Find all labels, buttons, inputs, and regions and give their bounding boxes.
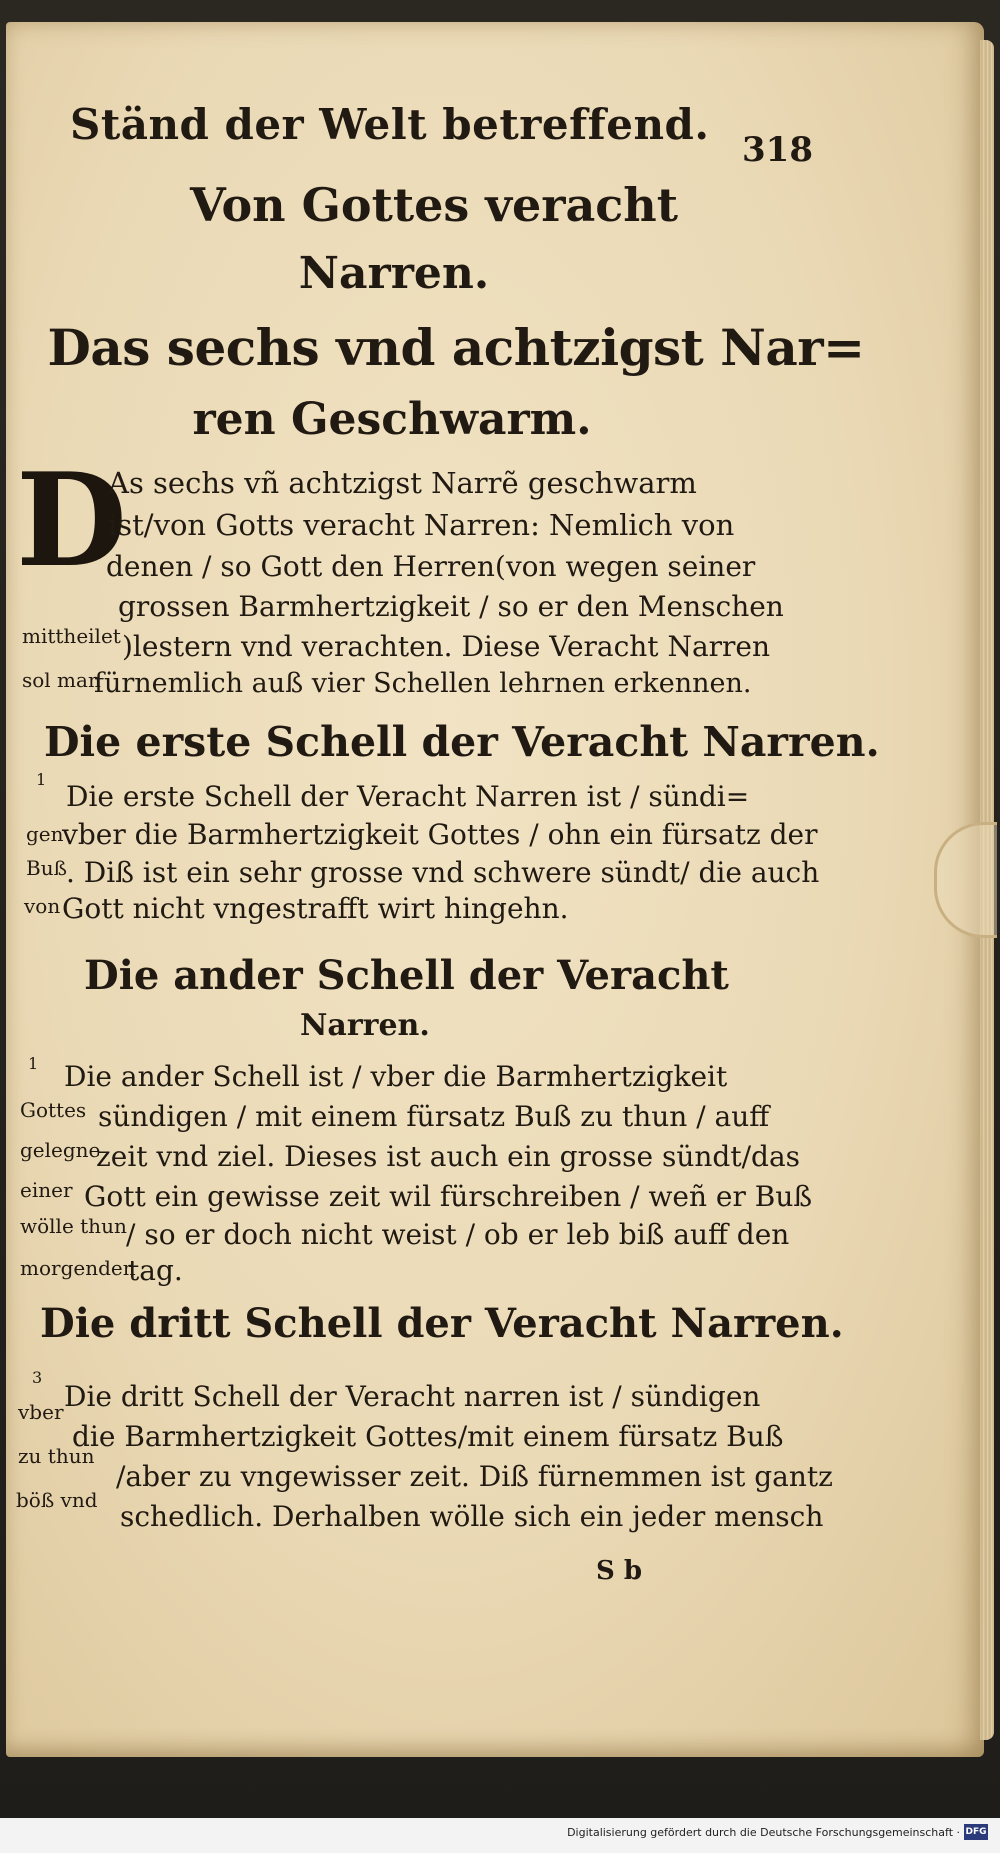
section-3-line-1: Die dritt Schell der Veracht narren ist / sündigen (64, 1380, 761, 1413)
section-2-line-1: Die ander Schell ist / vber die Barmhertzigkeit (64, 1060, 728, 1093)
intro-line-4: grossen Barmhertzigkeit / so er den Menschen (118, 590, 784, 623)
section-1-line-4: Gott nicht vngestrafft wirt hingehn. (62, 892, 569, 925)
section-3-heading: Die dritt Schell der Veracht Narren. (40, 1300, 844, 1347)
section-1-line-2: vber die Barmhertzigkeit Gottes / ohn ein fürsatz der (62, 818, 818, 851)
footer-credit: Digitalisierung gefördert durch die Deutsche Forschungsgemeinschaft · (567, 1826, 960, 1839)
chapter-title-line-2: Narren. (298, 248, 490, 299)
chapter-subtitle-line-2: ren Geschwarm. (192, 394, 592, 445)
section-1-margin-1: gen (26, 822, 64, 846)
section-2-heading-line-1: Die ander Schell der Veracht (84, 952, 729, 999)
intro-margin-1: mittheilet (22, 624, 121, 648)
intro-line-1: As sechs vñ achtzigst Narrẽ geschwarm (108, 466, 697, 500)
page-number: 318 (742, 130, 813, 170)
section-3-number: 3 (32, 1368, 43, 1387)
intro-line-6: fürnemlich auß vier Schellen lehrnen erkennen. (94, 668, 752, 699)
section-1-line-3: . Diß ist ein sehr grosse vnd schwere sündt/ die auch (66, 856, 820, 889)
section-2-line-3: zeit vnd ziel. Dieses ist auch ein grosse sündt/das (96, 1140, 801, 1173)
section-2-heading-line-2: Narren. (300, 1008, 430, 1043)
drop-cap-initial: D (16, 446, 127, 596)
dfg-logo: DFG (964, 1824, 988, 1840)
section-3-margin-3: böß vnd (16, 1488, 98, 1512)
section-1-line-1: Die erste Schell der Veracht Narren ist / sündi= (66, 780, 750, 813)
section-2-line-2: sündigen / mit einem fürsatz Buß zu thun / auff (98, 1100, 770, 1133)
section-2-margin-5: morgenden (20, 1256, 136, 1280)
section-1-margin-3: von (24, 894, 61, 918)
intro-line-2: ist/von Gotts veracht Narren: Nemlich von (108, 508, 735, 542)
section-2-line-4: Gott ein gewisse zeit wil fürschreiben / weñ er Buß (84, 1180, 813, 1213)
section-3-line-3: /aber zu vngewisser zeit. Diß fürnemmen ist gantz (116, 1460, 833, 1493)
running-head: Ständ der Welt betreffend. (70, 100, 710, 149)
section-2-number: 1 (28, 1054, 39, 1073)
section-2-margin-3: einer (20, 1178, 73, 1202)
section-1-margin-2: Buß (26, 856, 67, 880)
section-3-margin-1: vber (18, 1400, 64, 1424)
intro-line-5: )lestern vnd verachten. Diese Veracht Narren (122, 630, 771, 663)
chapter-title-line-1: Von Gottes veracht (190, 178, 678, 232)
section-2-line-5: / so er doch nicht weist / ob er leb biß auff den (126, 1218, 790, 1251)
chapter-subtitle-line-1: Das sechs vnd achtzigst Nar= (47, 318, 865, 377)
intro-line-3: denen / so Gott den Herren(von wegen seiner (106, 550, 756, 583)
section-2-margin-2: gelegne (20, 1138, 101, 1162)
intro-margin-2: sol man (22, 668, 101, 692)
section-1-number: 1 (36, 770, 47, 789)
section-1-heading: Die erste Schell der Veracht Narren. (44, 718, 880, 766)
signature-mark: S b (596, 1556, 643, 1586)
section-2-line-6: tag. (128, 1254, 183, 1287)
section-2-margin-4: wölle thun (20, 1214, 127, 1238)
section-3-line-4: schedlich. Derhalben wölle sich ein jeder mensch (120, 1500, 824, 1533)
section-2-margin-1: Gottes (20, 1098, 87, 1122)
section-3-line-2: die Barmhertzigkeit Gottes/mit einem fürsatz Buß (72, 1420, 784, 1453)
section-3-margin-2: zu thun (18, 1444, 95, 1468)
